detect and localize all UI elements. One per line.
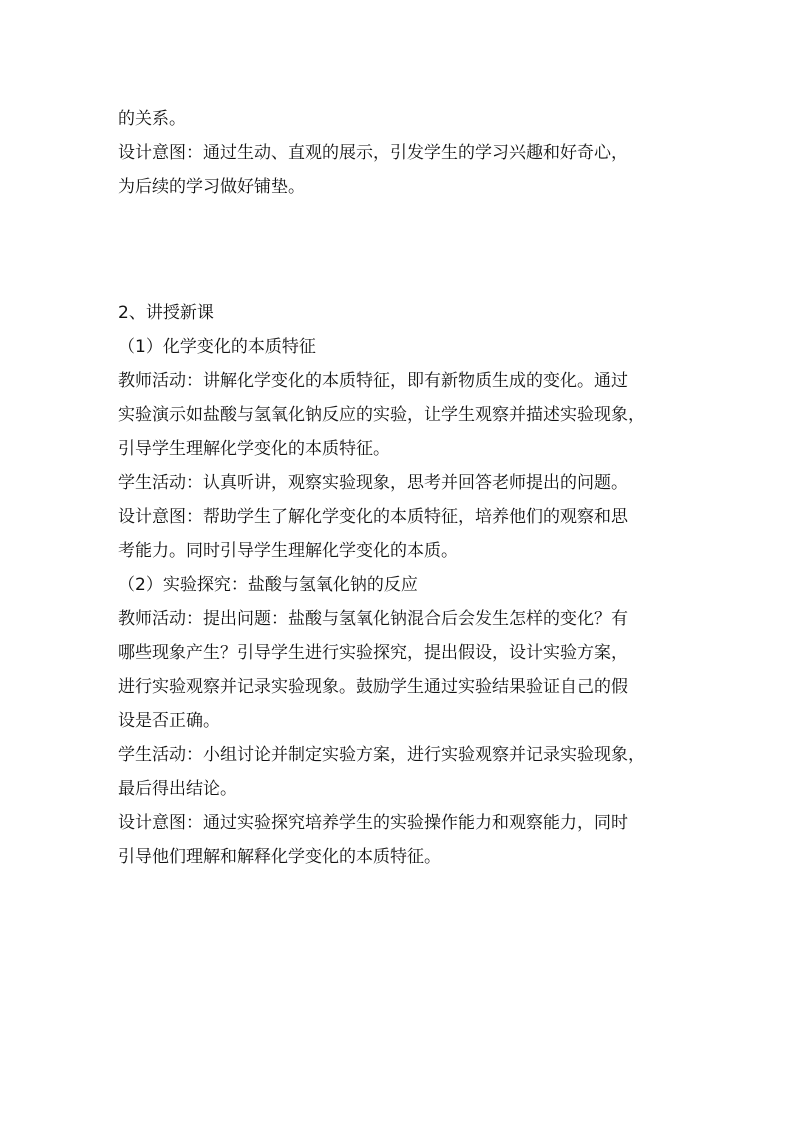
text-line: 引导他们理解和解释化学变化的本质特征。 (118, 847, 441, 867)
subsection-heading: （2）实验探究：盐酸与氢氧化钠的反应 (118, 575, 418, 595)
text-line: 学生活动：认真听讲，观察实验现象，思考并回答老师提出的问题。 (118, 473, 628, 493)
text-line: 设是否正确。 (118, 711, 220, 731)
subsection-heading: （1）化学变化的本质特征 (118, 337, 316, 357)
text-line: 进行实验观察并记录实验现象。鼓励学生通过实验结果验证自己的假 (118, 677, 628, 697)
text-line: 教师活动：提出问题：盐酸与氢氧化钠混合后会发生怎样的变化？有 (118, 609, 628, 629)
text-line: 设计意图：通过生动、直观的展示，引发学生的学习兴趣和好奇心， (118, 143, 628, 163)
text-line: 的关系。 (118, 109, 186, 129)
text-line: 最后得出结论。 (118, 779, 237, 799)
document-body (118, 102, 688, 874)
text-line: 考能力。同时引导学生理解化学变化的本质。 (118, 541, 458, 561)
text-line: 为后续的学习做好铺垫。 (118, 177, 305, 197)
text-line: 哪些现象产生？引导学生进行实验探究，提出假设，设计实验方案， (118, 643, 628, 663)
text-line: 引导学生理解化学变化的本质特征。 (118, 439, 390, 459)
text-line: 设计意图：帮助学生了解化学变化的本质特征，培养他们的观察和思 (118, 507, 628, 527)
text-line: 教师活动：讲解化学变化的本质特征，即有新物质生成的变化。通过 (118, 371, 628, 391)
text-line: 实验演示如盐酸与氢氧化钠反应的实验，让学生观察并描述实验现象， (118, 405, 645, 425)
text-line: 设计意图：通过实验探究培养学生的实验操作能力和观察能力，同时 (118, 813, 628, 833)
section-spacer (118, 204, 688, 296)
section-heading: 2、讲授新课 (118, 303, 214, 323)
text-line: 学生活动：小组讨论并制定实验方案，进行实验观察并记录实验现象， (118, 745, 645, 765)
